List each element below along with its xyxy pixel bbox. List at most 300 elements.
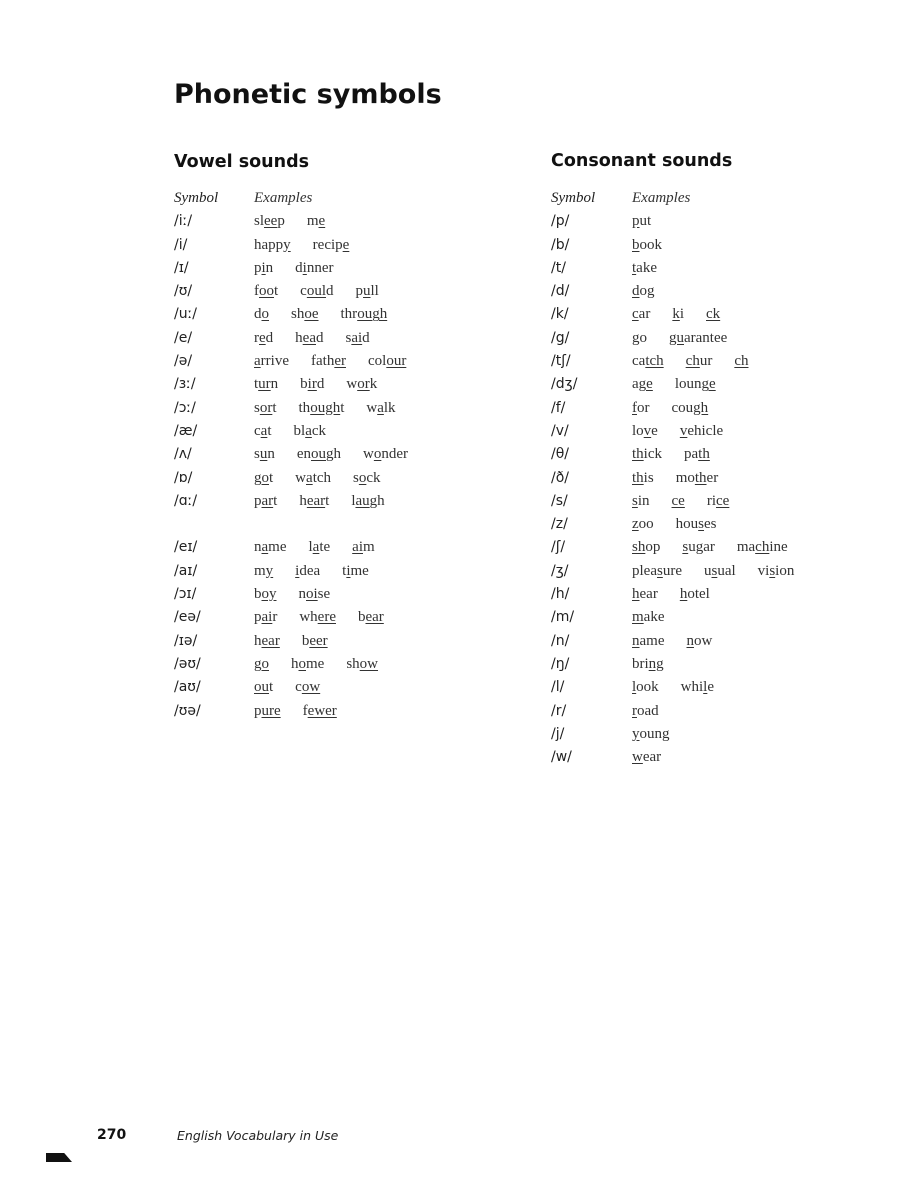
word-part: p [254, 609, 262, 626]
example-word [254, 633, 280, 649]
word-part: ehicle [687, 422, 724, 439]
underlined-letters: w [632, 749, 643, 766]
example-word [311, 353, 346, 369]
example-words [632, 561, 816, 581]
word-part: op [645, 539, 661, 556]
example-word [351, 493, 384, 509]
underlined-letters: e [342, 236, 350, 253]
example-word [686, 353, 713, 369]
example-word [632, 306, 650, 322]
phonetic-symbol: /b/ [551, 236, 570, 253]
phonetic-symbol: /m/ [551, 609, 575, 626]
example-words [254, 281, 401, 301]
example-word [299, 493, 329, 509]
example-word [680, 423, 723, 439]
phonetic-symbol: /ɔː/ [174, 399, 196, 416]
word-part: ear [639, 586, 658, 603]
example-words [254, 374, 399, 394]
example-word [363, 446, 408, 462]
word-part: d [326, 283, 334, 300]
example-word [632, 726, 670, 742]
example-words [632, 351, 771, 371]
word-part: in [637, 492, 650, 509]
phonetic-symbol: /ʃ/ [551, 539, 566, 556]
word-part: b [254, 586, 262, 603]
word-part: e [707, 679, 715, 696]
word-part: vi [757, 562, 770, 579]
example-word [632, 609, 665, 625]
example-word [632, 283, 655, 299]
phonetic-symbol: /i/ [174, 236, 188, 253]
underlined-letters: er [334, 353, 346, 370]
phonetic-symbol: /ŋ/ [551, 655, 570, 672]
word-part: er [706, 469, 719, 486]
underlined-letters: ge [638, 376, 653, 393]
word-part: g [254, 655, 262, 672]
underlined-letters: ir [307, 376, 317, 393]
page-number: 270 [97, 1127, 127, 1143]
phonetic-symbol: /θ/ [551, 446, 569, 463]
underlined-letters: ewer [307, 702, 337, 719]
phonetic-symbol: /d/ [551, 283, 570, 300]
vowel-sounds-section [174, 148, 514, 719]
underlined-letters: ch [755, 539, 770, 556]
underlined-letters: ge [701, 376, 716, 393]
underlined-letters: ck [706, 306, 721, 323]
word-part: b [301, 632, 310, 649]
phonetic-symbol: /əʊ/ [174, 655, 201, 672]
example-word [632, 237, 662, 253]
word-part: og [639, 283, 655, 300]
example-word [254, 493, 277, 509]
phonetic-symbol: /eə/ [174, 609, 201, 626]
example-word [706, 306, 720, 322]
symbol-column-header: Symbol [174, 190, 219, 206]
word-part: l [308, 539, 313, 556]
example-words [254, 258, 356, 278]
underlined-letters: s [632, 492, 638, 509]
word-part: ion [775, 562, 795, 579]
phonetic-symbol: /uː/ [174, 306, 198, 323]
example-word [676, 470, 719, 486]
phonetic-symbol: /z/ [551, 516, 568, 533]
example-word [254, 609, 277, 625]
word-part: n [267, 446, 275, 463]
underlined-letters: sh [632, 539, 646, 556]
phonetic-symbol: /ə/ [174, 353, 193, 370]
word-part: pa [684, 446, 699, 463]
examples-column-header: Examples [632, 190, 691, 206]
underlined-letters: o [358, 469, 367, 486]
word-part: or [637, 399, 650, 416]
word-part: u [703, 562, 712, 579]
example-word [294, 423, 327, 439]
underlined-letters: l [703, 679, 708, 696]
word-part: h [291, 655, 299, 672]
example-words [632, 491, 751, 511]
underlined-letters: y [265, 562, 274, 579]
word-part: n [254, 539, 262, 556]
word-part: lo [632, 422, 644, 439]
example-word [254, 656, 269, 672]
word-part: es [704, 516, 717, 533]
example-word [254, 679, 273, 695]
example-word [254, 213, 285, 229]
example-words [632, 468, 740, 488]
example-word [632, 539, 660, 555]
underlined-letters: k [672, 306, 680, 323]
underlined-letters: ou [254, 679, 269, 696]
word-part: thr [340, 306, 358, 323]
underlined-letters: b [632, 236, 640, 253]
word-part: ck [366, 469, 381, 486]
example-words [632, 281, 677, 301]
word-part: ll [370, 283, 379, 300]
example-word [295, 679, 320, 695]
phonetic-symbol: /s/ [551, 492, 568, 509]
underlined-letters: ear [365, 609, 384, 626]
word-part: ear [642, 749, 662, 766]
word-part: b [300, 376, 308, 393]
word-part: lk [383, 399, 396, 416]
word-part: ook [639, 236, 662, 253]
word-part: tch [312, 469, 332, 486]
example-word [307, 213, 325, 229]
underlined-letters: ch [734, 353, 749, 370]
word-part: ick [643, 446, 662, 463]
phonetic-symbol: /ɪə/ [174, 632, 198, 649]
corner-arrow-mark [46, 1153, 72, 1162]
word-part: m [363, 539, 375, 556]
example-word [254, 283, 278, 299]
word-part: d [316, 329, 324, 346]
word-part: th [298, 399, 311, 416]
word-part: ine [769, 539, 788, 556]
example-word [299, 609, 336, 625]
underlined-letters: o [261, 469, 269, 486]
underlined-letters: a [312, 539, 320, 556]
example-word [632, 656, 664, 672]
word-part: w [295, 469, 307, 486]
example-word [368, 353, 406, 369]
underlined-letters: a [261, 539, 269, 556]
phonetic-symbol: /ɜː/ [174, 376, 196, 393]
word-part: b [357, 609, 366, 626]
example-words [254, 468, 403, 488]
word-part: se [317, 586, 331, 603]
example-word [254, 376, 278, 392]
word-part: ck [311, 422, 327, 439]
underlined-letters: g [632, 329, 640, 346]
example-word [704, 563, 736, 579]
word-part: sh [346, 655, 360, 672]
underlined-letters: o [261, 306, 269, 323]
example-word [291, 306, 319, 322]
example-words [254, 398, 418, 418]
underlined-letters: y [632, 725, 640, 742]
example-words [632, 421, 745, 441]
word-part: c [300, 283, 307, 300]
phonetic-symbol: /ʊə/ [174, 702, 201, 719]
word-part: hou [675, 516, 699, 533]
example-word [669, 330, 727, 346]
underlined-letters: ur [258, 376, 271, 393]
underlined-letters: i [261, 259, 266, 276]
example-words [254, 537, 397, 557]
phonetic-symbol: /v/ [551, 422, 569, 439]
word-part: mo [675, 469, 695, 486]
underlined-letters: tch [645, 353, 664, 370]
example-word [758, 563, 795, 579]
phonetic-symbol: /n/ [551, 632, 570, 649]
underlined-letters: ere [317, 609, 336, 626]
phonetic-symbol: /ð/ [551, 469, 569, 486]
word-part: g [254, 469, 262, 486]
example-word [356, 283, 379, 299]
word-part: h [295, 329, 303, 346]
word-part: i [679, 306, 684, 323]
underlined-letters: s [682, 539, 689, 556]
word-part: t [273, 492, 278, 509]
underlined-letters: f [632, 399, 637, 416]
word-part: l [351, 492, 356, 509]
example-word [299, 586, 331, 602]
example-word [632, 493, 650, 509]
word-part: rrive [260, 353, 289, 370]
example-word [680, 586, 710, 602]
underlined-letters: oe [304, 306, 319, 323]
example-words [632, 444, 732, 464]
word-part: c [254, 422, 261, 439]
underlined-letters: a [260, 422, 268, 439]
phonetic-symbol: /aʊ/ [174, 679, 201, 696]
word-part: cou [671, 399, 694, 416]
word-part: w [346, 376, 358, 393]
word-part: n [298, 586, 306, 603]
example-words [632, 747, 683, 767]
underlined-letters: o [298, 655, 306, 672]
phonetic-symbol: /iː/ [174, 213, 193, 230]
phonetic-symbol: /l/ [551, 679, 565, 696]
example-words [632, 677, 736, 697]
word-part: oung [639, 725, 670, 742]
phonetic-symbol: /h/ [551, 586, 570, 603]
word-part: bl [293, 422, 306, 439]
word-part: nder [381, 446, 409, 463]
phonetic-symbol: /ɪ/ [174, 259, 189, 276]
example-word [254, 353, 289, 369]
word-part: gh [369, 492, 385, 509]
phonetic-symbol: /j/ [551, 725, 565, 742]
word-part: c [295, 679, 302, 696]
example-word [341, 306, 388, 322]
example-words [632, 631, 734, 651]
phonetic-symbol: /ʊ/ [174, 283, 193, 300]
example-word [676, 516, 717, 532]
word-part: p [254, 492, 262, 509]
example-words [632, 607, 687, 627]
underlined-letters: oul [306, 283, 327, 300]
example-words [254, 631, 350, 651]
underlined-letters: s [711, 562, 718, 579]
word-part: ake [643, 609, 665, 626]
underlined-letters: r [632, 702, 637, 719]
underlined-letters: a [306, 469, 313, 486]
example-word [632, 400, 650, 416]
word-part: p [277, 213, 285, 230]
example-words [632, 398, 730, 418]
word-part: t [340, 399, 345, 416]
phonetic-symbol: /dʒ/ [551, 376, 578, 393]
example-words [632, 514, 739, 534]
phonetic-symbol: /f/ [551, 399, 566, 416]
examples-column-header: Examples [254, 190, 313, 206]
example-word [632, 586, 658, 602]
example-word [684, 446, 710, 462]
word-part: o [639, 329, 647, 346]
underlined-letters: oy [261, 586, 277, 603]
underlined-letters: au [355, 492, 370, 509]
example-word [295, 260, 333, 276]
phonetic-symbol: /ɒ/ [174, 469, 193, 486]
underlined-letters: h [679, 586, 688, 603]
example-word [303, 703, 337, 719]
symbol-column-header: Symbol [551, 190, 596, 206]
underlined-letters: th [632, 469, 644, 486]
underlined-letters: v [643, 422, 652, 439]
example-word [632, 749, 661, 765]
example-words [254, 421, 348, 441]
word-part: t [269, 679, 274, 696]
underlined-letters: ai [352, 539, 363, 556]
underlined-letters: z [632, 516, 639, 533]
word-part: col [367, 353, 387, 370]
underlined-letters: n [632, 632, 640, 649]
word-part: p [254, 259, 262, 276]
example-words [632, 654, 686, 674]
example-words [254, 701, 359, 721]
phonetic-symbol: /k/ [551, 306, 569, 323]
phonetic-symbol: /aɪ/ [174, 562, 198, 579]
example-words [254, 561, 391, 581]
word-part: t [274, 283, 279, 300]
underlined-letters: eer [309, 632, 328, 649]
word-part: ake [636, 259, 657, 276]
example-word [254, 703, 281, 719]
word-part: s [254, 399, 260, 416]
underlined-letters: ure [261, 702, 281, 719]
example-word [299, 400, 345, 416]
word-part: ual [717, 562, 736, 579]
book-title: English Vocabulary in Use [177, 1128, 339, 1143]
word-part: ame [639, 632, 665, 649]
example-word [632, 679, 659, 695]
word-part: p [355, 283, 364, 300]
word-part: t [269, 469, 274, 486]
underlined-letters: ce [671, 492, 685, 509]
underlined-letters: o [261, 655, 269, 672]
example-word [358, 609, 384, 625]
word-part: ut [639, 213, 652, 230]
word-part: me [268, 539, 287, 556]
word-part: ure [662, 562, 682, 579]
word-part: t [272, 399, 277, 416]
example-word [632, 423, 658, 439]
word-part: ar [638, 306, 651, 323]
example-words [632, 701, 681, 721]
word-part: m [306, 213, 319, 230]
underlined-letters: p [632, 213, 640, 230]
example-word [632, 330, 647, 346]
underlined-letters: ough [357, 306, 388, 323]
underlined-letters: ce [716, 492, 730, 509]
example-word [675, 376, 716, 392]
example-word [302, 633, 328, 649]
word-part: fath [311, 353, 335, 370]
underlined-letters: a [305, 422, 312, 439]
word-part: recip [312, 236, 343, 253]
word-part: f [254, 283, 259, 300]
example-word [295, 330, 323, 346]
underlined-letters: gh [693, 399, 709, 416]
word-part: h [254, 632, 262, 649]
underlined-letters: i [295, 562, 300, 579]
example-words [254, 211, 347, 231]
underlined-letters: a [254, 353, 261, 370]
example-word [254, 306, 269, 322]
word-part: nner [306, 259, 334, 276]
word-part: ugar [688, 539, 715, 556]
underlined-letters: ee [264, 213, 278, 230]
word-part: me [350, 562, 369, 579]
example-words [632, 584, 732, 604]
underlined-letters: d [632, 283, 640, 300]
underlined-letters: or [259, 399, 273, 416]
example-word [297, 446, 341, 462]
example-word [734, 353, 748, 369]
phonetic-symbol: /ɑː/ [174, 492, 198, 509]
word-part: loun [674, 376, 702, 393]
example-words [632, 235, 684, 255]
underlined-letters: c [632, 306, 639, 323]
phonetic-symbol: /æ/ [174, 422, 198, 439]
word-part: ur [699, 353, 713, 370]
word-part: d [316, 376, 325, 393]
word-part: arantee [684, 329, 728, 346]
example-word [632, 260, 657, 276]
word-part: sh [291, 306, 305, 323]
word-part: wh [299, 609, 318, 626]
word-part: s [353, 469, 359, 486]
example-words [254, 328, 392, 348]
example-word [254, 586, 277, 602]
underlined-letters: h [632, 586, 640, 603]
word-part: happ [254, 236, 284, 253]
example-words [254, 235, 371, 255]
underlined-letters: th [632, 446, 644, 463]
example-words [632, 537, 810, 557]
word-part: r [272, 609, 278, 626]
word-part: n [265, 259, 274, 276]
phonetic-symbol: /g/ [551, 329, 570, 346]
underlined-letters: u [259, 446, 268, 463]
example-word [254, 539, 287, 555]
word-part: ri [706, 492, 717, 509]
underlined-letters: ough [310, 399, 341, 416]
example-word [632, 563, 682, 579]
phonetic-symbol: /ɔɪ/ [174, 586, 197, 603]
underlined-letters: ear [306, 492, 326, 509]
